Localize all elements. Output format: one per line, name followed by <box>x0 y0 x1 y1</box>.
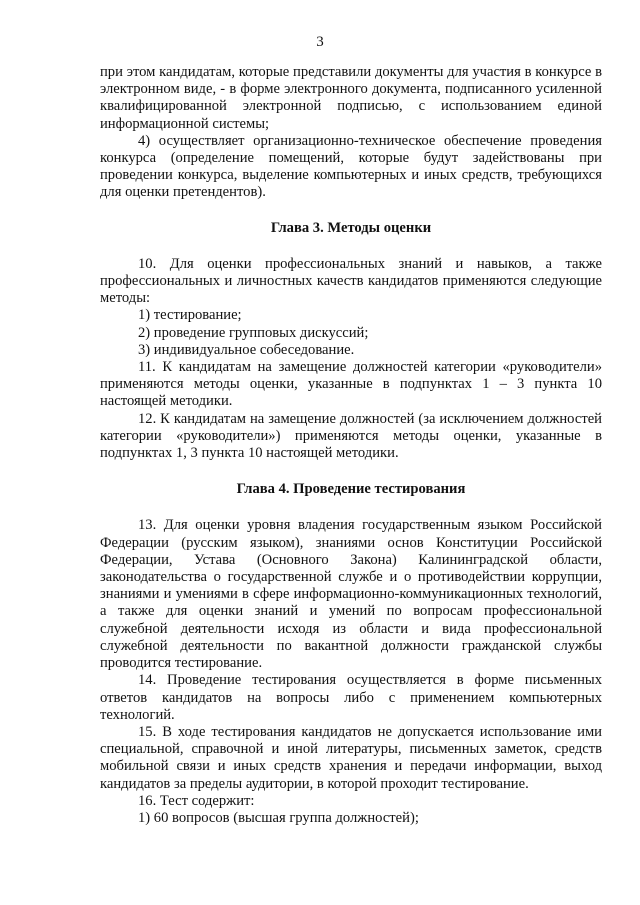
list-item-3: 3) индивидуальное собеседование. <box>138 341 355 358</box>
list-item-2: 2) проведение групповых дискуссий; <box>138 324 369 341</box>
document-body <box>100 64 602 827</box>
chapter-4-heading: Глава 4. Проведение тестирования <box>236 481 466 498</box>
paragraph-item-4: 4) осуществляет организационно-техническое обеспечение проведения конкурса (определение помещений, которые будут задействованы при проведении конкурса, выделение компьютерных и иных средств, требующихся для оценки претендентов). <box>100 132 602 201</box>
page-number: 3 <box>316 34 324 50</box>
paragraph-14: 14. Проведение тестирования осуществляется в форме письменных ответов кандидатов на вопросы либо с применением компьютерных технологий. <box>100 672 602 723</box>
list-item-16-1: 1) 60 вопросов (высшая группа должностей); <box>138 809 419 826</box>
paragraph-continuation: при этом кандидатам, которые представили документы для участия в конкурсе в электронном виде, - в форме электронного документа, подписанного усиленной квалифицированной электронной подписью, с использованием единой информационной системы; <box>100 64 602 132</box>
chapter-3-heading: Глава 3. Методы оценки <box>270 219 432 236</box>
paragraph-15: 15. В ходе тестирования кандидатов не допускается использование ими специальной, справочной и иной литературы, письменных заметок, средств мобильной связи и иных средств хранения и передачи информации, выход кандидатов за пределы аудитории, в которой проходит тестирование. <box>100 723 602 792</box>
paragraph-16: 16. Тест содержит: <box>138 792 255 809</box>
paragraph-10: 10. Для оценки профессиональных знаний и навыков, а также профессиональных и личностных качеств кандидатов применяются следующие методы: <box>100 255 602 307</box>
paragraph-12: 12. К кандидатам на замещение должностей (за исключением должностей категории «руководители») применяются методы оценки, указанные в подпунктах 1, 3 пункта 10 настоящей методики. <box>100 410 602 462</box>
list-item-1: 1) тестирование; <box>138 307 242 324</box>
paragraph-11: 11. К кандидатам на замещение должностей категории «руководители» применяются методы оценки, указанные в подпунктах 1 – 3 пункта 10 настоящей методики. <box>100 359 602 410</box>
paragraph-13: 13. Для оценки уровня владения государственным языком Российской Федерации (русским языком), знаниями основ Конституции Российской Федерации, Устава (Основного Закона) Калининградской области, законодательства о государственной службе и о противодействии коррупции, знаниями и умениями в сфере информационно-коммуникационных технологий, а также для оценки знаний и умений по вопросам профессиональной служебной деятельности исходя из области и вида профессиональной служебной деятельности по вакантной должности гражданской службы проводится тестирование. <box>100 517 602 672</box>
